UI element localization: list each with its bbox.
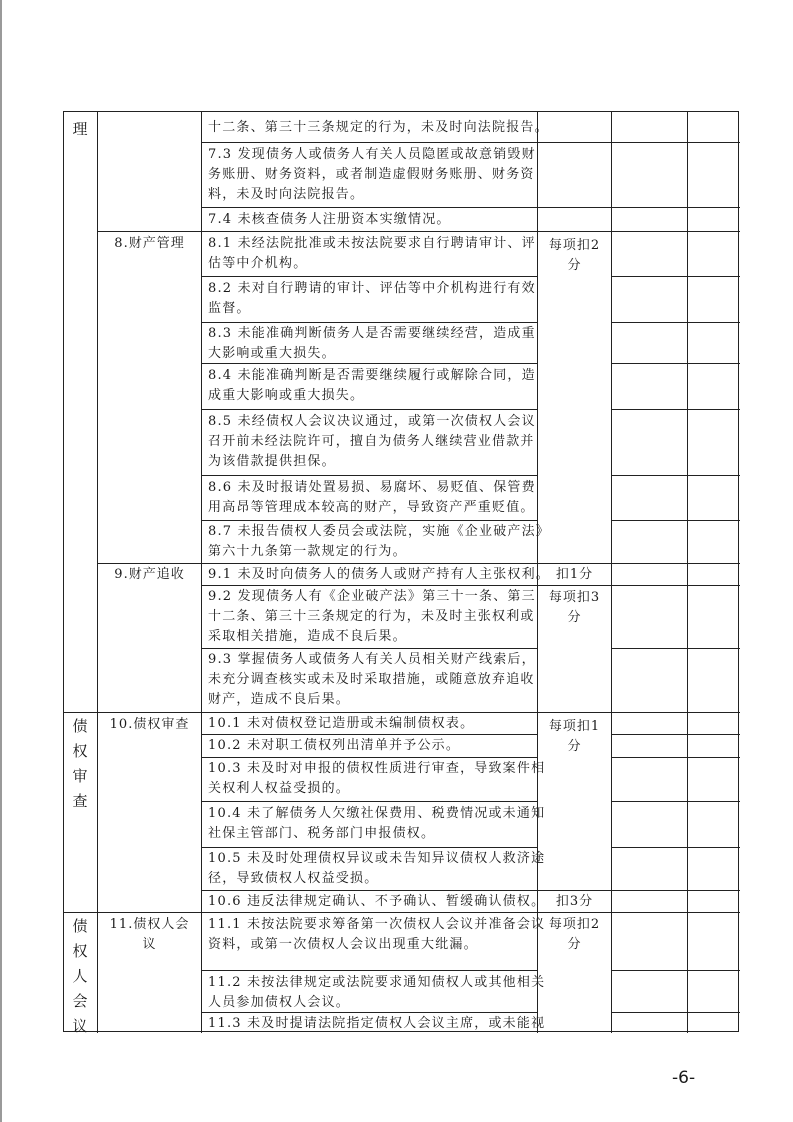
category-claim-review: 债 权 审 查 (72, 717, 88, 810)
category-li: 理 (72, 120, 88, 138)
row-line (611, 847, 740, 848)
row-line (201, 890, 740, 891)
row-line (201, 648, 537, 649)
scan-edge (0, 0, 2, 1122)
row-line (611, 648, 740, 649)
row-text: 8.4 未能准确判断是否需要继续履行或解除合同，造 成重大影响或重大损失。 (208, 368, 536, 403)
row-text: 11.3 未及时提请法院指定债权人会议主席，或未能视 (208, 1016, 546, 1031)
row-text: 7.3 发现债务人或债务人有关人员隐匿或故意销毁财 务账册、财务资料，或者制造虚假财务账册、财务资 料，未及时向法院报告。 (208, 147, 536, 202)
row-text: 8.5 未经债权人会议决议通过，或第一次债权人会议 召开前未经法院许可，擅自为债务人继续营业借款并 为该借款提供担保。 (208, 414, 536, 469)
col-line-4 (611, 112, 612, 1033)
row-line (611, 363, 740, 364)
row-line (611, 322, 740, 323)
row-text: 8.6 未及时报请处置易损、易腐坏、易贬值、保管费 用高昂等管理成本较高的财产，导致资产严重贬值。 (208, 480, 536, 515)
row-line (611, 970, 740, 971)
subitem-property-recovery: 9.财产追收 (114, 567, 185, 582)
row-text: 8.2 未对自行聘请的审计、评估等中介机构进行有效 监督。 (208, 281, 536, 316)
evaluation-table (63, 111, 739, 1035)
row-text: 8.1 未经法院批准或未按法院要求自行聘请审计、评 估等中介机构。 (208, 236, 536, 271)
row-text: 8.7 未报告债权人委员会或法院，实施《企业破产法》 第六十九条第一款规定的行为。 (208, 524, 551, 559)
row-line (97, 231, 740, 232)
score-s10: 每项扣1 分 (548, 719, 601, 754)
row-text: 9.3 掌握债务人或债务人有关人员相关财产线索后， 未充分调查核实或未及时采取措施，或随意放弃追收 财产，造成不良后果。 (208, 652, 536, 707)
row-line (201, 585, 740, 586)
row-line (97, 563, 740, 564)
score-s9-2: 每项扣3 分 (548, 590, 601, 625)
row-text: 7.4 未核查债务人注册资本实缴情况。 (208, 212, 451, 227)
col-line-5 (687, 112, 688, 1033)
row-line (611, 409, 740, 410)
row-line (611, 276, 740, 277)
row-text: 10.1 未对债权登记造册或未编制债权表。 (208, 716, 475, 731)
score-s11: 每项扣2 分 (548, 917, 601, 952)
col-line-1 (97, 112, 98, 706)
row-line (201, 276, 537, 277)
row-text: 10.5 未及时处理债权异议或未告知异议债权人救济途 径，导致债权人权益受损。 (208, 851, 546, 886)
subitem-creditor-meeting: 11.债权人会 议 (109, 917, 190, 952)
row-line (64, 712, 740, 713)
row-text: 10.2 未对职工债权列出清单并予公示。 (208, 738, 461, 753)
score-s10-6: 扣3分 (555, 894, 594, 909)
row-text: 十二条、第三十三条规定的行为，未及时向法院报告。 (208, 120, 549, 135)
col-line-2 (201, 112, 202, 1033)
row-line (201, 734, 537, 735)
row-line (201, 970, 537, 971)
row-text: 10.4 未了解债务人欠缴社保费用、税费情况或未通知 社保主管部门、税务部门申报债权。 (208, 806, 546, 841)
row-text: 10.3 未及时对申报的债权性质进行审查，导致案件相 关权利人权益受损的。 (208, 761, 546, 796)
row-text: 10.6 违反法律规定确认、不予确认、暂缓确认债权。 (208, 894, 546, 909)
row-line (611, 757, 740, 758)
subitem-property-management: 8.财产管理 (114, 236, 185, 251)
row-text: 8.3 未能准确判断债务人是否需要继续经营，造成重 大影响或重大损失。 (208, 326, 536, 361)
row-text: 9.2 发现债务人有《企业破产法》第三十一条、第三 十二条、第三十三条规定的行为，未及时主张权利或 采取相关措施，造成不良后果。 (208, 589, 536, 644)
row-line (201, 520, 537, 521)
row-line (201, 475, 537, 476)
subitem-claim-review: 10.债权审查 (109, 717, 190, 732)
row-line (611, 475, 740, 476)
row-line (611, 734, 740, 735)
page-number: -6- (672, 1068, 696, 1088)
row-line (611, 1012, 740, 1013)
row-text: 11.1 未按法院要求筹备第一次债权人会议并准备会议 资料，或第一次债权人会议出现重大纰漏。 (208, 917, 546, 952)
row-line (64, 912, 740, 913)
row-text: 9.1 未及时向债务人的债务人或财产持有人主张权利。 (208, 567, 551, 582)
score-s8: 每项扣2 分 (548, 238, 601, 273)
score-s9-1: 扣1分 (555, 567, 594, 582)
row-line (201, 322, 537, 323)
row-line (201, 847, 537, 848)
row-text: 11.2 未按法律规定或法院要求通知债权人或其他相关 人员参加债权人会议。 (208, 975, 546, 1010)
row-line (201, 757, 537, 758)
row-line (201, 207, 740, 208)
row-line (201, 142, 740, 143)
row-line (611, 801, 740, 802)
row-line (201, 801, 537, 802)
row-line (201, 409, 537, 410)
row-line (611, 520, 740, 521)
category-creditor-meeting: 债 权 人 会 议 (72, 917, 88, 1035)
